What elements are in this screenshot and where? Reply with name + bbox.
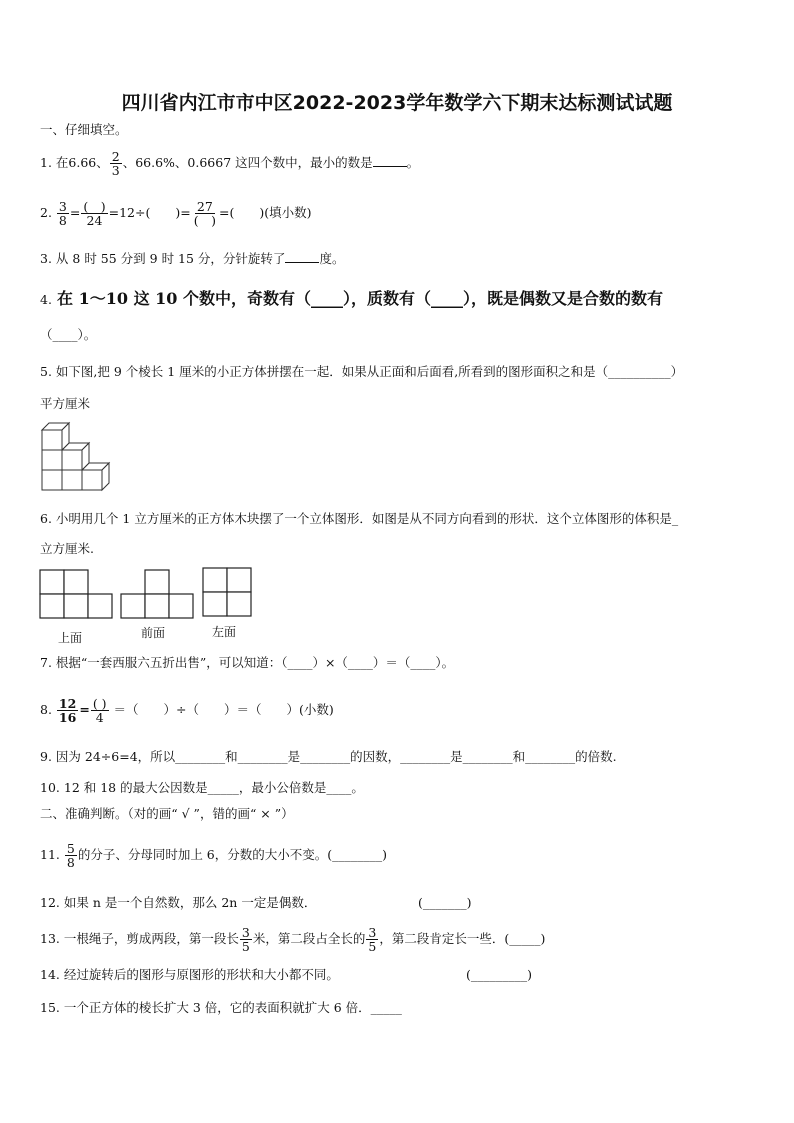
q1-frac-num: 2 [111,149,120,164]
q13-mid: 米，第二段占全长的 [252,931,366,946]
question-12 [40,895,316,911]
q13-f2-num: 3 [368,925,377,940]
q4-line1: 在 1～10 这 10 个数中，奇数有（____），质数有（____），既是偶数又是合数的数有 [57,289,663,308]
view-label-top: 上面 [58,631,83,645]
q11-frac-den: 8 [66,855,75,870]
q2-eq: = [69,205,81,220]
q15-text: 一个正方体的棱长扩大 3 倍，它的表面积就扩大 6 倍．_____ [63,1000,402,1015]
q13-f1-den: 5 [241,939,250,954]
q9-text: 因为 24÷6=4，所以________和________是________的因数，________是________和________的倍数. [55,749,617,764]
q14-blank[interactable]: (_________) [466,967,533,982]
q5-line2: 平方厘米 [40,396,91,411]
q2-number: 2. [40,205,52,220]
q2-fraction-3 [192,200,218,227]
q2-f2-den: 24 [86,213,103,228]
q11-frac-num: 5 [66,841,75,856]
q2-f1-den: 8 [58,213,67,228]
q14-number: 14. [40,967,60,982]
q2-f2-num: ( ) [83,199,106,214]
question-14 [40,967,339,983]
q2-fraction-2 [81,200,107,227]
q8-fraction-1 [57,697,78,724]
q3-number: 3. [40,251,52,266]
q12-number: 12. [40,895,60,910]
q2-mid: =12÷( )= [108,205,191,220]
q6-line2: 立方厘米. [40,541,94,556]
q4-number: 4. [40,292,52,307]
q1-number: 1. [40,155,52,170]
cubes-figure [40,420,116,494]
q5-line1: 如下图,把 9 个棱长 1 厘米的小正方体拼摆在一起．如果从正面和后面看,所看到的图形面积之和是（__________） [55,364,684,379]
q8-rest: ＝（ ）÷（ ）＝（ ）(小数) [113,702,334,717]
view-label-left: 左面 [212,625,237,639]
q2-f3-num: 27 [196,199,213,214]
question-13 [40,926,545,953]
q9-number: 9. [40,749,52,764]
question-3 [40,250,344,267]
q6-line1: 小明用几个 1 立方厘米的正方体木块摆了一个立体图形．如图是从不同方向看到的形状．这个立体图形的体积是_ [55,511,679,526]
q13-f1-num: 3 [241,925,250,940]
question-5 [40,364,683,380]
q13-number: 13. [40,931,60,946]
q8-f2-num: ( ) [92,696,107,711]
q12-text: 如果 n 是一个自然数，那么 2n 一定是偶数． [63,895,317,910]
q5-number: 5. [40,364,52,379]
question-10 [40,780,364,796]
q13-post: ，第二段肯定长一些．(_____) [379,931,546,946]
q11-post: 的分子、分母同时加上 6，分数的大小不变。(________) [77,847,388,862]
q2-end: =( )(填小数) [218,205,312,220]
q8-eq: = [79,702,90,717]
q3-text: 从 8 时 55 分到 9 时 15 分，分针旋转了 [55,251,286,266]
question-2 [40,200,311,227]
q10-text: 12 和 18 的最大公因数是_____，最小公倍数是____。 [63,780,364,795]
q8-number: 8. [40,702,52,717]
q1-end: 。 [406,155,420,170]
q11-number: 11. [40,847,60,862]
question-9 [40,749,617,765]
q11-fraction [65,842,77,869]
views-figure [38,566,258,622]
q8-f1-den: 16 [58,710,77,725]
q15-number: 15. [40,1000,60,1015]
question-6 [40,511,678,527]
section-one-heading: 一、仔细填空。 [40,122,128,137]
q1-frac-den: 3 [111,163,120,178]
q2-f3-den: ( ) [193,213,216,228]
q14-text: 经过旋转后的图形与原图形的形状和大小都不同。 [63,967,339,982]
q7-number: 7. [40,655,52,670]
question-15 [40,1000,402,1016]
q13-fraction-1 [240,926,252,953]
q13-f2-den: 5 [368,939,377,954]
q3-blank[interactable] [285,250,319,263]
q1-fraction [110,150,122,177]
q8-f2-den: 4 [95,710,104,725]
q7-text: 根据“一套西服六五折出售”，可以知道：（____）×（____）＝（____）。 [55,655,455,670]
q2-f1-num: 3 [58,199,67,214]
q1-post: 、66.6%、0.6667 这四个数中，最小的数是 [122,155,373,170]
q13-pre: 一根绳子，剪成两段，第一段长 [63,931,239,946]
q8-fraction-2 [91,697,109,724]
q1-blank[interactable] [373,154,407,167]
q1-pre: 在6.66、 [55,155,109,170]
view-label-front: 前面 [141,626,166,640]
q4-line2: （____）。 [40,327,97,342]
question-1 [40,150,419,177]
q8-f1-num: 12 [58,696,77,711]
q13-fraction-2 [366,926,378,953]
question-7 [40,655,454,671]
q10-number: 10. [40,780,60,795]
q6-number: 6. [40,511,52,526]
question-11 [40,842,387,869]
page-title: 四川省内江市市中区2022-2023学年数学六下期末达标测试试题 [121,92,673,114]
q3-end: 度。 [319,251,345,266]
question-4 [40,286,663,309]
q2-fraction-1 [57,200,69,227]
q12-blank[interactable]: (_______) [418,895,472,910]
section-two-heading: 二、准确判断。（对的画“ √ ”，错的画“ × ”） [40,806,294,821]
question-8 [40,697,334,724]
